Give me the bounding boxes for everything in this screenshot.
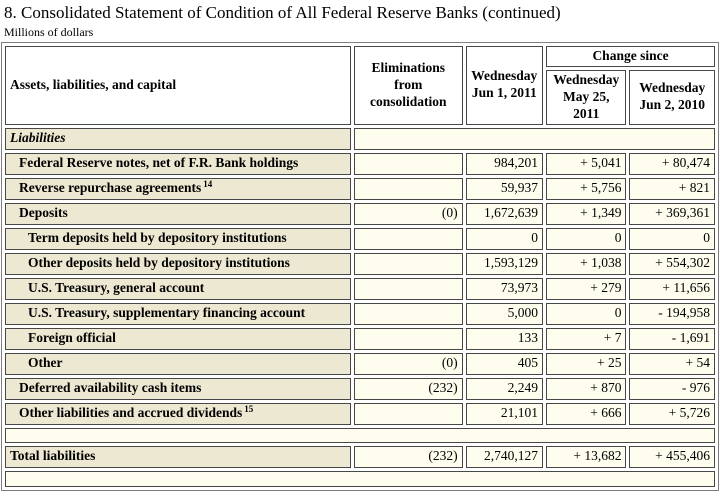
change-year-cell: + 54 [629,353,715,375]
spacer-cell [5,471,715,487]
eliminations-cell [354,228,463,250]
current-week-cell: 0 [466,228,543,250]
change-year-cell: + 821 [629,178,715,200]
eliminations-cell [354,328,463,350]
data-row [5,178,715,200]
spacer-row [5,428,715,443]
change-week-cell: + 666 [546,403,626,425]
change-week-cell: + 13,682 [546,446,626,468]
current-week-cell: 59,937 [466,178,543,200]
data-row [5,403,715,425]
column-header-current-week-line1: Wednesday [471,68,538,84]
row-label [5,353,351,375]
change-year-cell: + 369,361 [629,203,715,225]
data-row [5,153,715,175]
eliminations-cell: (232) [354,446,463,468]
header-row-top [5,46,715,67]
row-label [5,153,351,175]
eliminations-cell: (232) [354,378,463,400]
total-row [5,446,715,468]
section-row [5,128,715,150]
row-label-text: Deposits [19,205,68,221]
current-week-cell: 73,973 [466,278,543,300]
row-label [5,203,351,225]
table-header [5,46,715,125]
change-year-cell: 0 [629,228,715,250]
data-row [5,353,715,375]
eliminations-cell: (0) [354,353,463,375]
current-week-cell: 5,000 [466,303,543,325]
column-header-change-year-line1: Wednesday [639,80,706,96]
row-label [5,328,351,350]
row-label-text: Other [28,355,63,371]
change-week-cell: 0 [546,303,626,325]
row-label [5,303,351,325]
column-header-current-week-line2: Jun 1, 2011 [471,85,537,101]
data-row [5,278,715,300]
change-year-cell: + 554,302 [629,253,715,275]
change-week-cell: + 5,041 [546,153,626,175]
column-header-current-week [466,46,543,125]
column-header-eliminations [354,46,463,125]
data-row [5,328,715,350]
footnote-sup: 15 [244,403,254,414]
row-label [5,446,351,468]
units-label: Millions of dollars [4,25,94,39]
row-label [5,228,351,250]
change-week-cell: + 1,349 [546,203,626,225]
change-week-cell: + 870 [546,378,626,400]
eliminations-cell [354,153,463,175]
report-title: 8. Consolidated Statement of Condition of All Federal Reserve Banks (continued) [4,3,561,22]
column-header-change-year [629,70,715,125]
column-header-change-year-line2: Jun 2, 2010 [639,97,706,113]
data-row [5,378,715,400]
row-label [5,178,351,200]
footnote-sup: 14 [203,178,213,189]
change-week-cell: + 279 [546,278,626,300]
row-label-text: Term deposits held by depository institutions [28,230,287,246]
current-week-cell: 133 [466,328,543,350]
column-header-change-week-line2: May 25, 2011 [562,88,610,121]
spacer-row [5,471,715,487]
row-label: Liabilities [5,128,351,150]
current-week-cell: 21,101 [466,403,543,425]
change-week-cell: + 25 [546,353,626,375]
change-week-cell: 0 [546,228,626,250]
data-row [5,203,715,225]
row-label-text: Other deposits held by depository institutions [28,255,290,271]
change-year-cell: + 5,726 [629,403,715,425]
row-label-text: Other liabilities and accrued dividends [19,405,243,421]
change-year-cell: - 976 [629,378,715,400]
section-span-cell [354,128,715,150]
eliminations-cell [354,403,463,425]
statement-table [1,42,719,491]
column-header-assets: Assets, liabilities, and capital [5,46,351,125]
row-label [5,253,351,275]
row-label [5,278,351,300]
row-label-text: Reverse repurchase agreements [19,180,202,196]
column-header-eliminations-line2: consolidation [370,93,447,109]
row-label-text: U.S. Treasury, general account [28,280,205,296]
data-row [5,228,715,250]
data-row [5,253,715,275]
eliminations-cell: (0) [354,203,463,225]
change-year-cell: + 11,656 [629,278,715,300]
change-year-cell: - 1,691 [629,328,715,350]
row-label-text: U.S. Treasury, supplementary financing account [28,305,306,321]
current-week-cell: 984,201 [466,153,543,175]
change-year-cell: + 80,474 [629,153,715,175]
change-week-cell: + 7 [546,328,626,350]
current-week-cell: 1,672,639 [466,203,543,225]
eliminations-cell [354,178,463,200]
eliminations-cell [354,278,463,300]
eliminations-cell [354,253,463,275]
change-week-cell: + 1,038 [546,253,626,275]
current-week-cell: 2,740,127 [466,446,543,468]
change-year-cell: + 455,406 [629,446,715,468]
eliminations-cell [354,303,463,325]
current-week-cell: 1,593,129 [466,253,543,275]
spacer-cell [5,428,715,443]
row-label [5,378,351,400]
row-label-text: Deferred availability cash items [19,380,202,396]
column-header-change-week-line1: Wednesday [553,71,620,87]
column-header-change-since: Change since [546,46,715,67]
data-row [5,303,715,325]
current-week-cell: 2,249 [466,378,543,400]
row-label [5,403,351,425]
current-week-cell: 405 [466,353,543,375]
column-header-eliminations-line1: Eliminations from [371,59,446,92]
column-header-change-week [546,70,626,125]
table-body [5,128,715,487]
row-label-text: Federal Reserve notes, net of F.R. Bank holdings [19,155,299,171]
change-week-cell: + 5,756 [546,178,626,200]
row-label-text: Total liabilities [10,448,96,464]
change-year-cell: - 194,958 [629,303,715,325]
row-label-text: Foreign official [28,330,116,346]
